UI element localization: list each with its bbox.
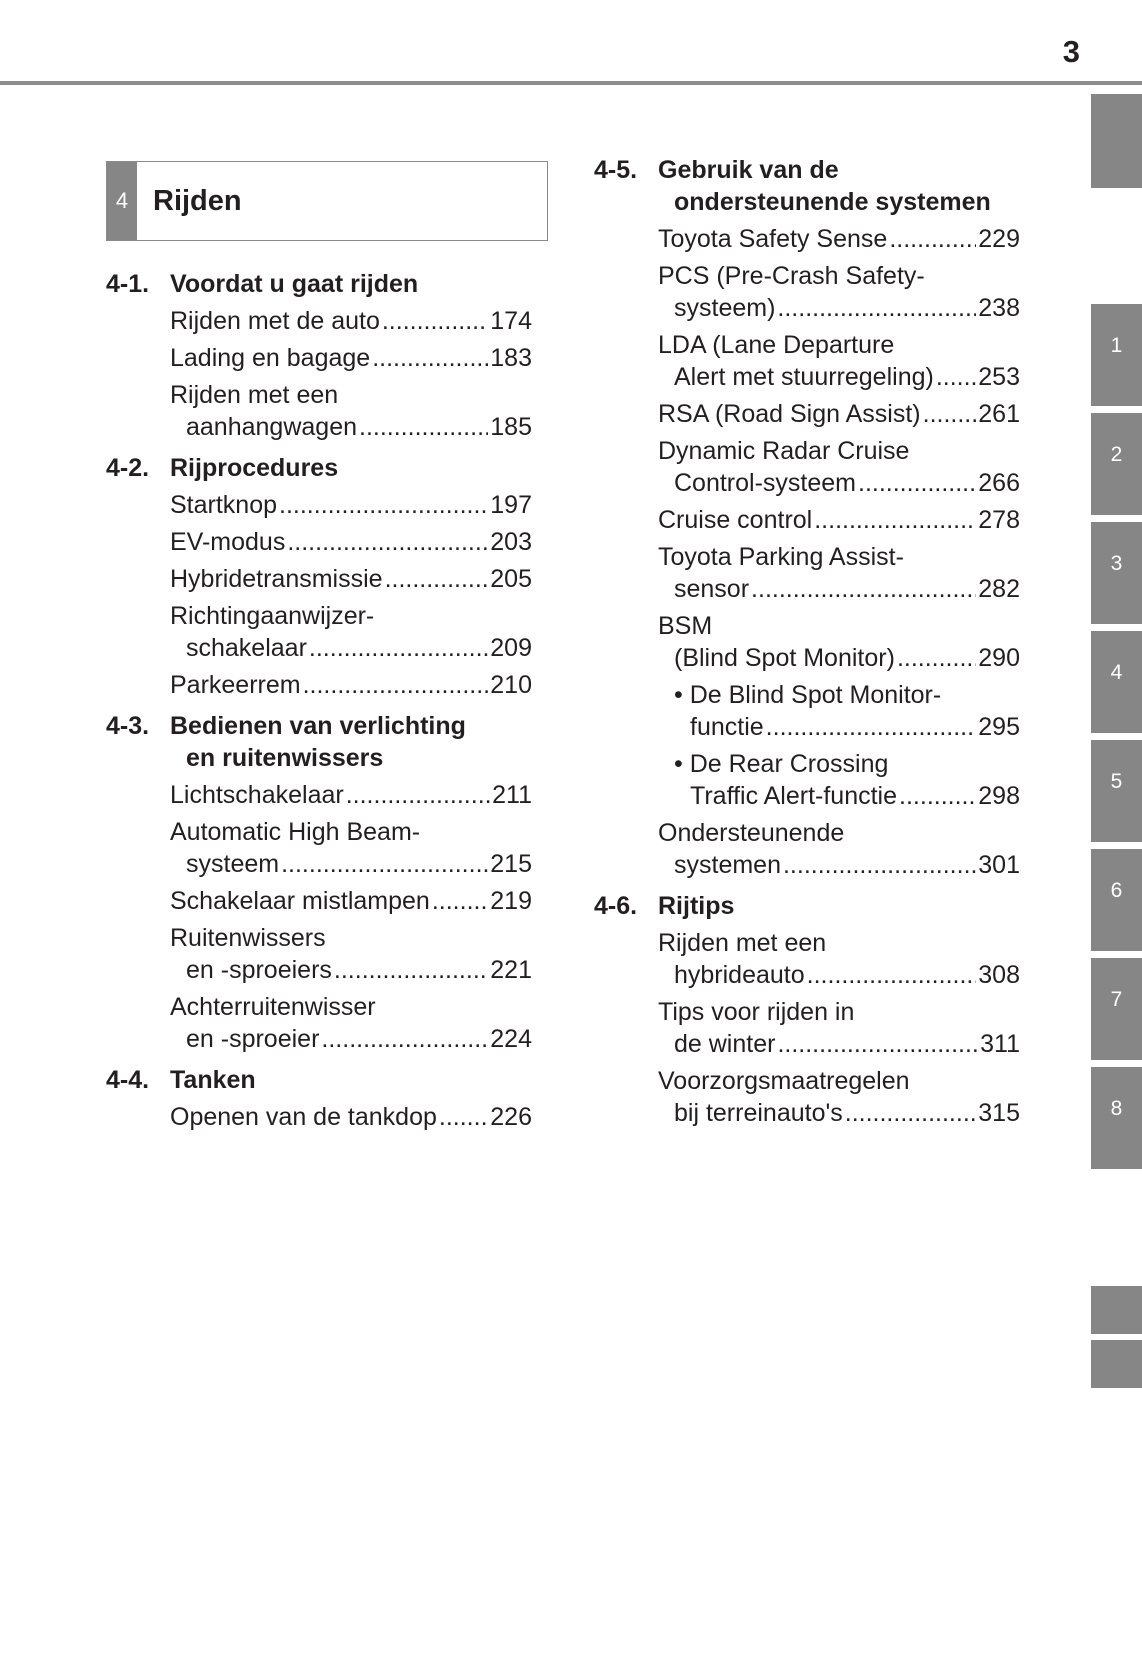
- section-title-line: ondersteunende systemen: [674, 188, 991, 216]
- dot-leader: [385, 563, 489, 595]
- page-ref[interactable]: 219: [490, 887, 532, 915]
- toc-entry[interactable]: [594, 260, 1020, 324]
- toc-entry-line: [594, 573, 1020, 605]
- dot-leader: [845, 1097, 977, 1129]
- toc-entry[interactable]: [594, 1065, 1020, 1129]
- dot-leader: [807, 959, 977, 991]
- toc-entry[interactable]: [594, 223, 1020, 255]
- page-ref[interactable]: 205: [490, 565, 532, 593]
- entry-text: LDA (Lane Departure: [658, 331, 895, 359]
- entry-text: aanhangwagen: [186, 413, 357, 441]
- page-ref[interactable]: 183: [490, 344, 532, 372]
- page-ref[interactable]: 210: [490, 671, 532, 699]
- entry-text: Automatic High Beam-: [170, 818, 421, 846]
- section-title-line: Bedienen van verlichting: [170, 712, 466, 740]
- page-ref[interactable]: 226: [490, 1103, 532, 1131]
- side-tab-blank-top[interactable]: [1091, 94, 1142, 188]
- toc-entry[interactable]: [106, 563, 532, 595]
- toc-entry[interactable]: [106, 991, 532, 1055]
- entry-text: Ruitenwissers: [170, 924, 326, 952]
- entry-text: Voorzorgsmaatregelen: [658, 1067, 910, 1095]
- side-tab-6[interactable]: 6: [1091, 849, 1142, 951]
- toc-entry[interactable]: [594, 817, 1020, 881]
- dot-leader: [897, 642, 976, 674]
- section-number: 4-1.: [106, 270, 150, 298]
- toc-entry-line: [106, 816, 532, 848]
- dot-leader: [321, 1023, 488, 1055]
- toc-entry-line: [106, 379, 532, 411]
- toc-entry[interactable]: [106, 600, 532, 664]
- toc-entry-line: [106, 669, 532, 701]
- entry-text: Rijden met een: [170, 381, 339, 409]
- toc-entry-line: [106, 600, 532, 632]
- toc-entry[interactable]: [106, 779, 532, 811]
- dot-leader: [432, 885, 488, 917]
- page-ref[interactable]: 298: [978, 782, 1020, 810]
- entry-text: Rijden met een: [658, 929, 827, 957]
- toc-entry-line: [106, 779, 532, 811]
- entry-text: schakelaar: [186, 634, 307, 662]
- dot-leader: [936, 361, 976, 393]
- dot-leader: [372, 342, 488, 374]
- entry-text: Richtingaanwijzer-: [170, 602, 375, 630]
- entry-text: EV-modus: [170, 528, 286, 556]
- page-ref[interactable]: 301: [978, 851, 1020, 879]
- page-ref[interactable]: 185: [490, 413, 532, 441]
- side-tab-8[interactable]: 8: [1091, 1067, 1142, 1169]
- toc-entry-line: [594, 1065, 1020, 1097]
- section-title-line: Tanken: [170, 1066, 256, 1094]
- page-ref[interactable]: 278: [978, 506, 1020, 534]
- toc-entry-line: [106, 954, 532, 986]
- dot-leader: [287, 526, 488, 558]
- dot-leader: [303, 669, 489, 701]
- side-tab-1[interactable]: 1: [1091, 304, 1142, 406]
- entry-text: Hybridetransmissie: [170, 565, 383, 593]
- entry-text: systemen: [674, 851, 781, 879]
- toc-entry[interactable]: [594, 541, 1020, 605]
- entry-text: PCS (Pre-Crash Safety-: [658, 262, 925, 290]
- toc-entry[interactable]: [594, 398, 1020, 430]
- toc-entry[interactable]: [594, 927, 1020, 991]
- toc-column-right: [594, 154, 1020, 1129]
- toc-entry-line: [106, 489, 532, 521]
- toc-entry-line: [594, 260, 1020, 292]
- dot-leader: [783, 849, 976, 881]
- page-ref[interactable]: 229: [978, 225, 1020, 253]
- toc-entry-line: [594, 292, 1020, 324]
- dot-leader: [889, 223, 976, 255]
- page-ref[interactable]: 174: [490, 307, 532, 335]
- page-ref[interactable]: 308: [978, 961, 1020, 989]
- entry-text: bij terreinauto's: [674, 1099, 843, 1127]
- page-ref[interactable]: 311: [980, 1030, 1020, 1058]
- toc-entry-line: [594, 398, 1020, 430]
- entry-text: Parkeerrem: [170, 671, 301, 699]
- section-number: 4-3.: [106, 712, 150, 740]
- toc-entry-line: [594, 1028, 1020, 1060]
- section-title-line: Rijtips: [658, 892, 735, 920]
- chapter-number: 4: [107, 162, 137, 240]
- section-title: [658, 154, 1020, 218]
- side-tab-4[interactable]: 4: [1091, 631, 1142, 733]
- toc-entry[interactable]: [106, 885, 532, 917]
- section-title: [658, 890, 1020, 922]
- dot-leader: [334, 954, 488, 986]
- toc-entry-line: [106, 305, 532, 337]
- page-ref[interactable]: 253: [978, 363, 1020, 391]
- section-number: 4-2.: [106, 454, 150, 482]
- section-title: [170, 710, 532, 774]
- toc-entry-line: [594, 610, 1020, 642]
- toc-entry-line: [106, 991, 532, 1023]
- toc-entry[interactable]: [594, 435, 1020, 499]
- toc-entry[interactable]: [594, 996, 1020, 1060]
- dot-leader: [751, 573, 976, 605]
- entry-text: Toyota Parking Assist-: [658, 543, 904, 571]
- section-number: 4-4.: [106, 1066, 150, 1094]
- entry-text: (Blind Spot Monitor): [674, 644, 895, 672]
- chapter-header: [106, 161, 548, 241]
- entry-text: Alert met stuurregeling): [674, 363, 934, 391]
- side-tab-blank-a[interactable]: [1091, 1286, 1142, 1334]
- side-tab-2[interactable]: 2: [1091, 413, 1142, 515]
- dot-leader: [382, 305, 488, 337]
- toc-column-left: [106, 268, 532, 1133]
- toc-entry[interactable]: [106, 489, 532, 521]
- section-heading: [106, 1064, 532, 1096]
- dot-leader: [858, 467, 976, 499]
- section-title-line: Voordat u gaat rijden: [170, 270, 419, 298]
- entry-text: BSM: [658, 612, 713, 640]
- entry-text: Openen van de tankdop: [170, 1103, 437, 1131]
- entry-text: Schakelaar mistlampen: [170, 887, 430, 915]
- header-rule: [0, 81, 1142, 85]
- toc-entry-line: [594, 996, 1020, 1028]
- page-ref[interactable]: 224: [490, 1025, 532, 1053]
- page-ref[interactable]: 295: [978, 713, 1020, 741]
- section-title-line: Rijprocedures: [170, 454, 339, 482]
- page-ref[interactable]: 238: [978, 294, 1020, 322]
- toc-entry-line: [106, 526, 532, 558]
- entry-text: Achterruitenwisser: [170, 993, 376, 1021]
- toc-entry-line: [106, 411, 532, 443]
- page-ref[interactable]: 221: [490, 956, 532, 984]
- entry-text: RSA (Road Sign Assist): [658, 400, 921, 428]
- entry-text: Control-systeem: [674, 469, 856, 497]
- toc-entry[interactable]: [594, 610, 1020, 674]
- section-title-line: Gebruik van de: [658, 156, 839, 184]
- toc-entry[interactable]: [106, 342, 532, 374]
- section-heading: [594, 890, 1020, 922]
- entry-text: systeem: [186, 850, 280, 878]
- entry-text: • De Blind Spot Monitor-: [674, 681, 942, 709]
- page-ref[interactable]: 290: [978, 644, 1020, 672]
- toc-entry-line: [594, 642, 1020, 674]
- toc-entry-line: [106, 885, 532, 917]
- toc-entry-line: [106, 848, 532, 880]
- entry-text: en -sproeiers: [186, 956, 332, 984]
- page-ref[interactable]: 266: [978, 469, 1020, 497]
- page-ref[interactable]: 203: [490, 528, 532, 556]
- toc-entry-line: [594, 679, 1020, 711]
- toc-entry-line: [594, 849, 1020, 881]
- dot-leader: [346, 779, 490, 811]
- entry-text: Lading en bagage: [170, 344, 371, 372]
- toc-entry-line: [106, 1101, 532, 1133]
- page-ref[interactable]: 315: [978, 1099, 1020, 1127]
- toc-entry-line: [106, 563, 532, 595]
- dot-leader: [279, 489, 488, 521]
- toc-entry-line: [594, 541, 1020, 573]
- side-tab-7[interactable]: 7: [1091, 958, 1142, 1060]
- toc-entry-line: [594, 817, 1020, 849]
- section-title: [170, 268, 532, 300]
- section-heading: [594, 154, 1020, 218]
- dot-leader: [309, 632, 488, 664]
- toc-entry-line: [594, 467, 1020, 499]
- entry-text: • De Rear Crossing: [674, 750, 889, 778]
- section-heading: [106, 452, 532, 484]
- dot-leader: [281, 848, 488, 880]
- dot-leader: [899, 780, 976, 812]
- page-ref[interactable]: 215: [490, 850, 532, 878]
- section-title: [170, 452, 532, 484]
- entry-text: systeem): [674, 294, 776, 322]
- entry-text: Toyota Safety Sense: [658, 225, 888, 253]
- dot-leader: [777, 292, 976, 324]
- entry-text: Rijden met de auto: [170, 307, 380, 335]
- toc-entry-line: [594, 780, 1020, 812]
- toc-entry-line: [594, 1097, 1020, 1129]
- section-title: [170, 1064, 532, 1096]
- toc-entry[interactable]: [106, 922, 532, 986]
- dot-leader: [766, 711, 977, 743]
- section-heading: [106, 710, 532, 774]
- section-heading: [106, 268, 532, 300]
- toc-entry-line: [594, 959, 1020, 991]
- toc-entry-line: [594, 504, 1020, 536]
- toc-entry[interactable]: [106, 305, 532, 337]
- entry-text: Cruise control: [658, 506, 813, 534]
- entry-text: de winter: [674, 1030, 776, 1058]
- side-tab-3[interactable]: 3: [1091, 522, 1142, 624]
- dot-leader: [439, 1101, 488, 1133]
- side-tab-5[interactable]: 5: [1091, 740, 1142, 842]
- toc-entry[interactable]: [594, 504, 1020, 536]
- section-number: 4-5.: [594, 156, 638, 184]
- entry-text: Tips voor rijden in: [658, 998, 855, 1026]
- toc-entry-line: [594, 711, 1020, 743]
- entry-text: en -sproeier: [186, 1025, 320, 1053]
- dot-leader: [777, 1028, 978, 1060]
- entry-text: hybrideauto: [674, 961, 805, 989]
- toc-entry[interactable]: [594, 679, 1020, 743]
- page-ref[interactable]: 261: [978, 400, 1020, 428]
- toc-entry-line: [594, 435, 1020, 467]
- toc-entry-line: [594, 329, 1020, 361]
- side-tab-blank-b[interactable]: [1091, 1340, 1142, 1388]
- entry-text: Traffic Alert-functie: [690, 782, 898, 810]
- page-number: 3: [1062, 34, 1080, 69]
- entry-text: sensor: [674, 575, 750, 603]
- dot-leader: [923, 398, 977, 430]
- entry-text: Startknop: [170, 491, 278, 519]
- toc-entry[interactable]: [106, 379, 532, 443]
- toc-entry[interactable]: [594, 329, 1020, 393]
- chapter-title: Rijden: [153, 184, 242, 217]
- dot-leader: [359, 411, 488, 443]
- dot-leader: [814, 504, 976, 536]
- toc-entry-line: [106, 342, 532, 374]
- toc-entry-line: [594, 361, 1020, 393]
- toc-entry-line: [106, 1023, 532, 1055]
- toc-entry-line: [594, 927, 1020, 959]
- toc-entry[interactable]: [106, 669, 532, 701]
- entry-text: functie: [690, 713, 764, 741]
- entry-text: Ondersteunende: [658, 819, 845, 847]
- entry-text: Dynamic Radar Cruise: [658, 437, 910, 465]
- toc-entry[interactable]: [594, 748, 1020, 812]
- toc-entry[interactable]: [106, 1101, 532, 1133]
- page-ref[interactable]: 211: [492, 781, 532, 809]
- entry-text: Lichtschakelaar: [170, 781, 344, 809]
- toc-entry[interactable]: [106, 526, 532, 558]
- page-ref[interactable]: 209: [490, 634, 532, 662]
- toc-entry-line: [106, 632, 532, 664]
- toc-entry-line: [106, 922, 532, 954]
- toc-entry-line: [594, 223, 1020, 255]
- section-number: 4-6.: [594, 892, 638, 920]
- toc-entry[interactable]: [106, 816, 532, 880]
- toc-entry-line: [594, 748, 1020, 780]
- page-ref[interactable]: 282: [978, 575, 1020, 603]
- page-ref[interactable]: 197: [490, 491, 532, 519]
- section-title-line: en ruitenwissers: [186, 744, 384, 772]
